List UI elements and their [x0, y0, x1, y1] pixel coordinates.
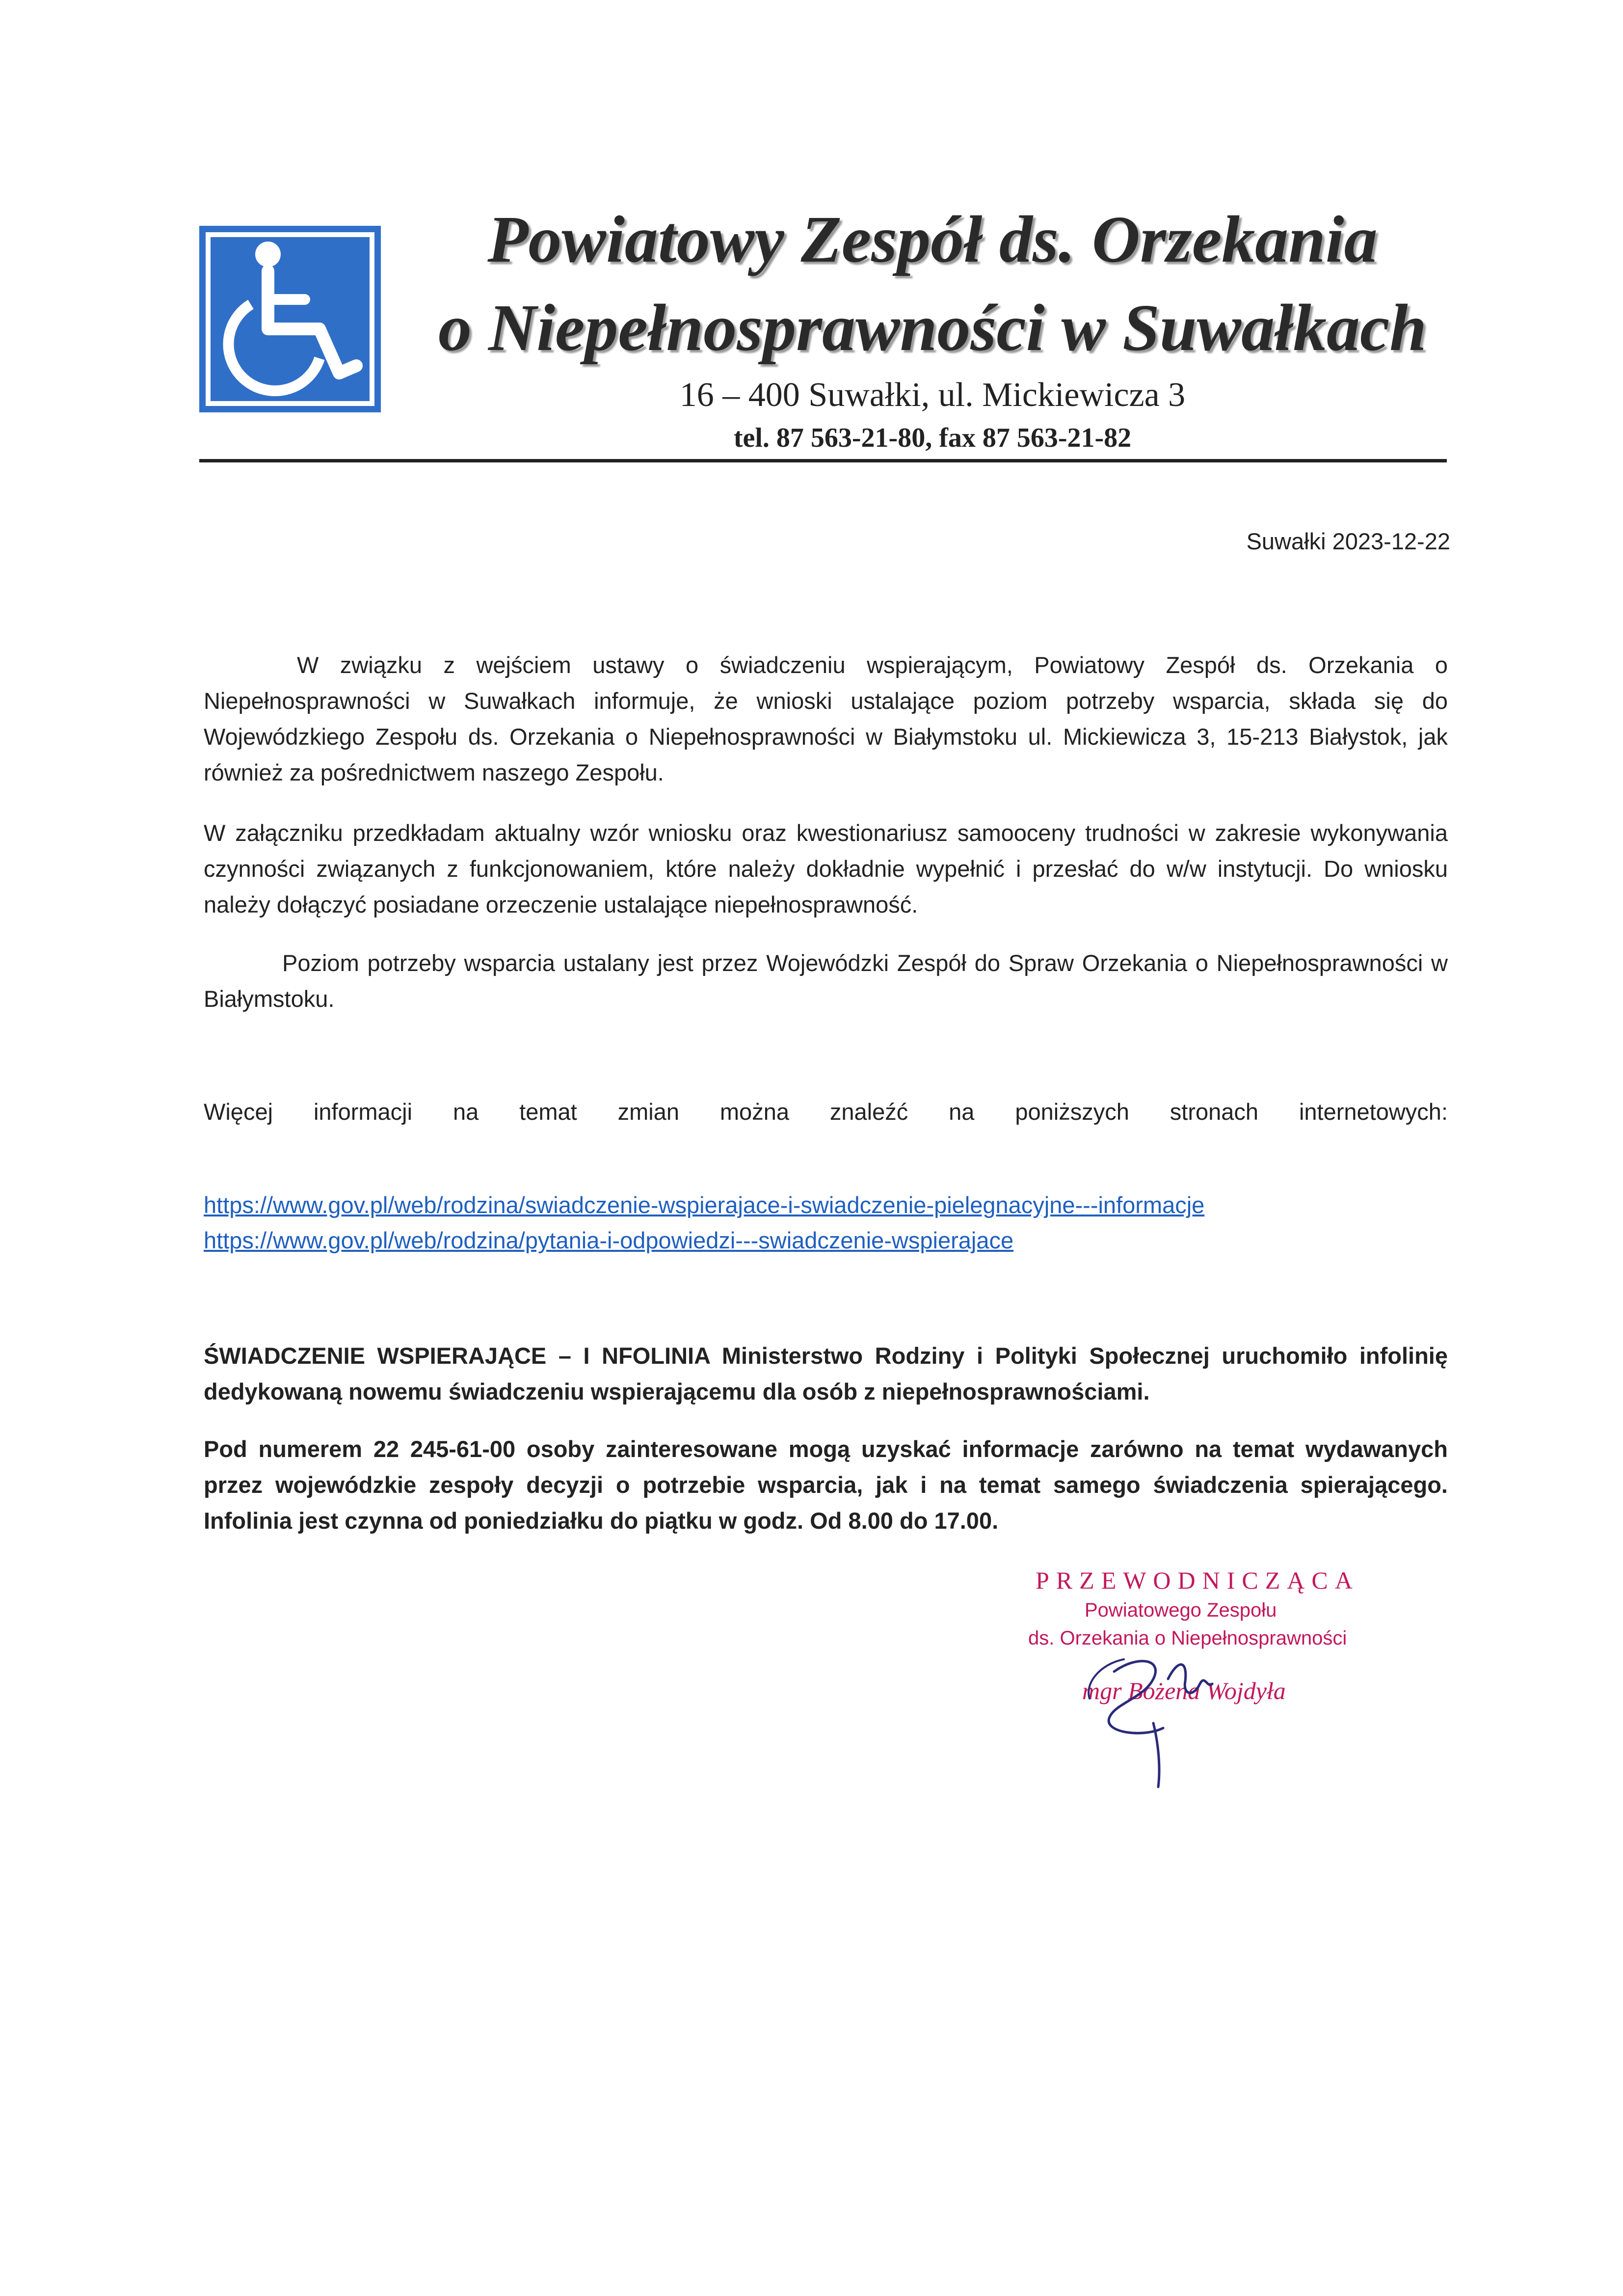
stamp-line2: Powiatowego Zespołu	[1085, 1599, 1277, 1621]
stamp-line3: ds. Orzekania o Niepełnosprawności	[1028, 1627, 1347, 1649]
header-divider	[199, 459, 1447, 462]
hotline-announcement: ŚWIADCZENIE WSPIERAJĄCE – I NFOLINIA Ministerstwo Rodziny i Polityki Społecznej uruchomiło infolinię dedykowaną nowemu świadczeniu wspierającemu dla osób z niepełnosprawnościami.	[204, 1343, 1448, 1405]
hotline-details: Pod numerem 22 245-61-00 osoby zainteresowane mogą uzyskać informacje zarówno na temat wydawanych przez wojewódzkie zespoły decyzji o potrzebie wsparcia, jak i na temat samego świadczenia spierającego. Infolinia jest czynna od poniedziałku do piątku w godz. Od 8.00 do 17.00.	[204, 1436, 1448, 1534]
paragraph-3: Poziom potrzeby wsparcia ustalany jest przez Wojewódzki Zespół do Spraw Orzekania o Niepełnosprawności w Białymstoku.	[204, 950, 1448, 1012]
more-info-text: Więcej informacji na temat zmian można znaleźć na poniższych stronach internetowych:	[204, 1099, 1448, 1125]
header-title-line1: Powiatowy Zespół ds. Orzekania	[487, 203, 1378, 276]
paragraph-1: W związku z wejściem ustawy o świadczeniu wspierającym, Powiatowy Zespół ds. Orzekania o Niepełnosprawności w Suwałkach informuje, że wnioski ustalające poziom potrzeby wsparcia, składa się do Wojewódzkiego Zespołu ds. Orzekania o Niepełnosprawności w Białymstoku ul. Mickiewicza 3, 15-213 Białystok, jak również za pośrednictwem naszego Zespołu.	[204, 652, 1448, 785]
header-phone: tel. 87 563-21-80, fax 87 563-21-82	[733, 423, 1132, 453]
stamp-name: mgr Bożena Wojdyła	[1082, 1677, 1286, 1704]
handwritten-signature	[1080, 1625, 1247, 1792]
header-title-line2: o Niepełnosprawności w Suwałkach	[438, 291, 1427, 365]
wheelchair-accessibility-icon	[199, 226, 381, 412]
paragraph-2: W załączniku przedkładam aktualny wzór wniosku oraz kwestionariusz samooceny trudności w zakresie wykonywania czynności związanych z funkcjonowaniem, które należy dokładnie wypełnić i przesłać do w/w instytucji. Do wniosku należy dołączyć posiadane orzeczenie ustalające niepełnosprawność.	[204, 820, 1448, 918]
header-address: 16 – 400 Suwałki, ul. Mickiewicza 3	[679, 376, 1186, 414]
stamp-title: PRZEWODNICZĄCA	[1036, 1567, 1359, 1594]
link-faq-page[interactable]: https://www.gov.pl/web/rodzina/pytania-i-odpowiedzi---swiadczenie-wspierajace	[204, 1227, 1014, 1253]
link-info-page[interactable]: https://www.gov.pl/web/rodzina/swiadczenie-wspierajace-i-swiadczenie-pielegnacyjne---informacje	[204, 1192, 1205, 1218]
document-date: Suwałki 2023-12-22	[1246, 528, 1450, 554]
signature-stamp	[1021, 1566, 1404, 1792]
